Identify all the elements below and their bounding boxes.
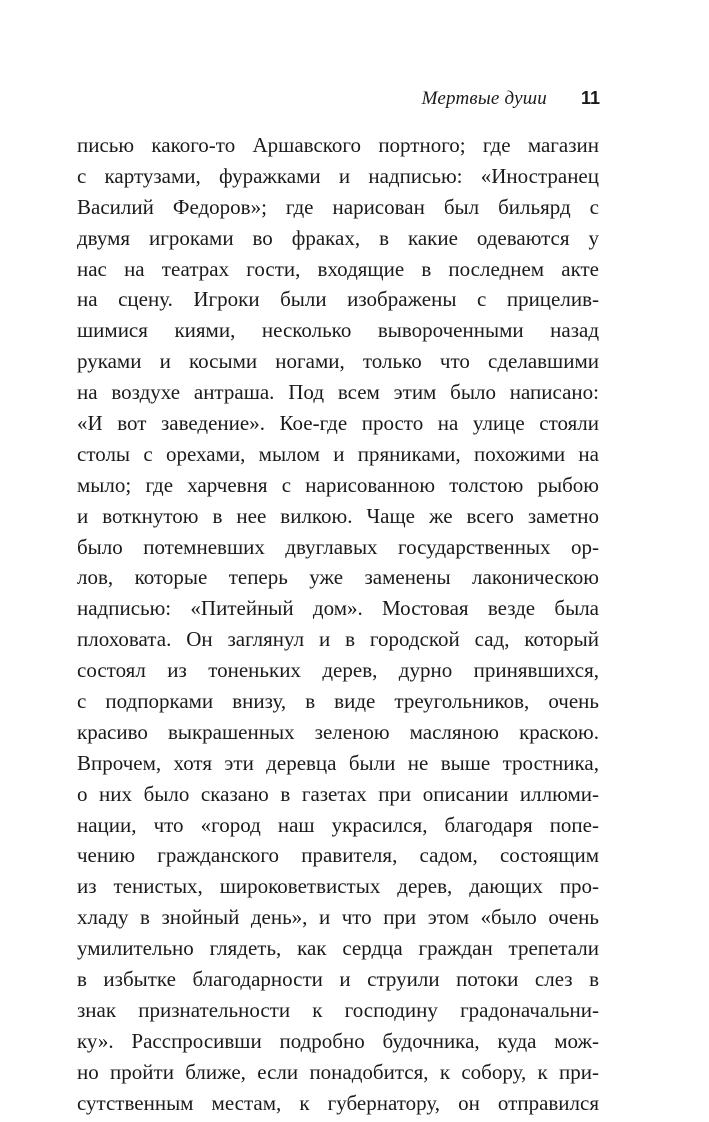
text-line: было потемневших двуглавых государственных ор- [77,534,599,559]
text-line: «И вот заведение». Кое-где просто на улице стояли [77,411,599,436]
text-line: с подпорками внизу, в виде треугольников, очень [77,689,599,714]
text-line: надписью: «Питейный дом». Мостовая везде была [77,596,599,621]
text-line: Впрочем, хотя эти деревца были не выше тростника, [77,750,599,775]
text-line: красиво выкрашенных зеленою масляною краскою. [77,719,599,744]
text-line: сутственным местам, к губернатору, он отправился [77,1090,599,1115]
text-line: и воткнутою в нее вилкою. Чаще же всего заметно [77,503,599,528]
text-line: на воздухе антраша. Под всем этим было написано: [77,380,599,405]
text-line: лов, которые теперь уже заменены лаконическою [77,565,599,590]
body-text [77,130,599,1119]
text-line: но пройти ближе, если понадобится, к собору, к при- [77,1059,599,1084]
text-line: умилительно глядеть, как сердца граждан трепетали [77,936,599,961]
text-line: столы с орехами, мылом и пряниками, похожими на [77,441,599,466]
text-line: Василий Федоров»; где нарисован был бильярд с [77,194,599,219]
page-number: 11 [580,88,600,108]
text-line: состоял из тоненьких дерев, дурно принявшихся, [77,658,599,683]
text-line: нас на театрах гости, входящие в последнем акте [77,256,599,281]
text-line: с картузами, фуражками и надписью: «Иностранец [77,163,599,188]
text-line: в избытке благодарности и струили потоки слез в [77,967,599,992]
text-line: нации, что «город наш украсился, благодаря попе- [77,812,599,837]
running-title: Мертвые души [421,88,547,109]
text-line: двумя игроками во фраках, в какие одеваются у [77,225,599,250]
text-line: о них было сказано в газетах при описании иллюми- [77,781,599,806]
text-line: на сцену. Игроки были изображены с прицелив- [77,287,599,312]
text-line: ку». Расспросивши подробно будочника, куда мож- [77,1028,599,1053]
text-line: знак признательности к господину градоначальни- [77,997,599,1022]
text-line: хладу в знойный день», и что при этом «было очень [77,905,599,930]
text-line: чению гражданского правителя, садом, состоящим [77,843,599,868]
text-line: шимися киями, несколько вывороченными назад [77,318,599,343]
text-line: плоховата. Он заглянул и в городской сад, который [77,627,599,652]
running-head [422,88,600,114]
text-line: руками и косыми ногами, только что сделавшими [77,349,599,374]
text-line: мыло; где харчевня с нарисованною толстою рыбою [77,472,599,497]
text-line: писью какого-то Аршавского портного; где магазин [77,133,599,157]
text-line: из тенистых, широковетвистых дерев, дающих про- [77,874,599,899]
